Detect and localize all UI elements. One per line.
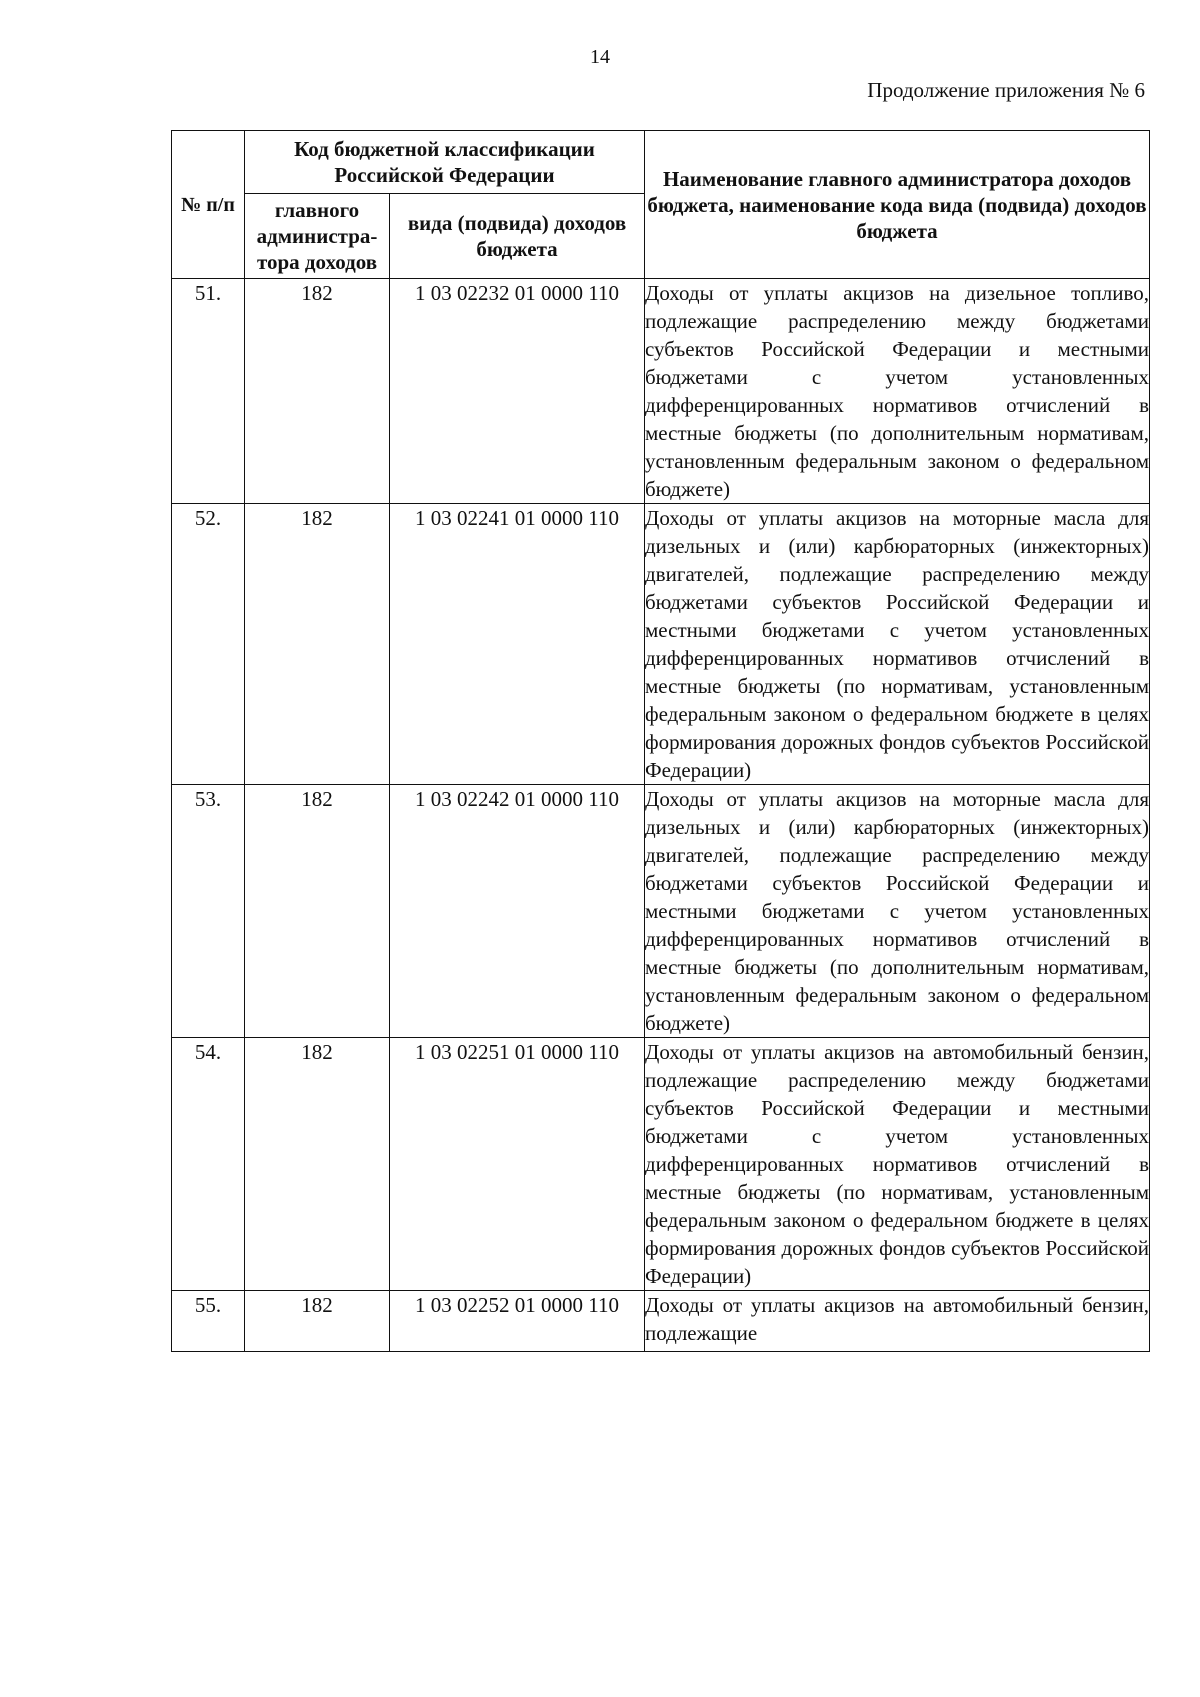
- revenue-name: Доходы от уплаты акцизов на моторные масла для дизельных и (или) карбюраторных (инжекторных) двигателей, подлежащие распределению между бюджетами субъектов Российской Федерации и местными бюджетами с учетом установленных дифференцированных нормативов отчислений в местные бюджеты (по нормативам, установленным федеральным законом о федеральном бюджете в целях формирования дорожных фондов субъектов Российской Федерации): [645, 504, 1150, 785]
- table-row: [172, 1038, 1150, 1291]
- revenue-name: Доходы от уплаты акцизов на автомобильный бензин, подлежащие: [645, 1293, 1149, 1345]
- table-header-row-1: [172, 131, 1150, 194]
- admin-code: 182: [245, 504, 390, 785]
- revenue-name: Доходы от уплаты акцизов на моторные масла для дизельных и (или) карбюраторных (инжекторных) двигателей, подлежащие распределению между бюджетами субъектов Российской Федерации и местными бюджетами с учетом установленных дифференцированных нормативов отчислений в местные бюджеты (по дополнительным нормативам, установленным федеральным законом о федеральном бюджете): [645, 785, 1150, 1038]
- table-row: [172, 785, 1150, 1038]
- table-row: [172, 504, 1150, 785]
- table-row: [172, 1291, 1150, 1352]
- row-number: 53.: [172, 785, 245, 1038]
- revenue-code: 1 03 02252 01 0000 110: [390, 1291, 645, 1352]
- row-number: 54.: [172, 1038, 245, 1291]
- page-number: 14: [590, 46, 610, 68]
- revenue-code: 1 03 02242 01 0000 110: [390, 785, 645, 1038]
- header-admin-code: главного администра-тора доходов: [245, 194, 390, 279]
- admin-code: 182: [245, 785, 390, 1038]
- admin-code: 182: [245, 279, 390, 504]
- budget-classification-table: [171, 130, 1150, 1352]
- row-number: 51.: [172, 279, 245, 504]
- admin-code: 182: [245, 1038, 390, 1291]
- appendix-continuation-note: Продолжение приложения № 6: [867, 78, 1145, 102]
- revenue-code: 1 03 02251 01 0000 110: [390, 1038, 645, 1291]
- table-row: [172, 279, 1150, 504]
- row-number: 52.: [172, 504, 245, 785]
- revenue-code: 1 03 02241 01 0000 110: [390, 504, 645, 785]
- header-revenue-code: вида (подвида) доходов бюджета: [390, 194, 645, 279]
- revenue-name: Доходы от уплаты акцизов на автомобильный бензин, подлежащие распределению между бюджетами субъектов Российской Федерации и местными бюджетами с учетом установленных дифференцированных нормативов отчислений в местные бюджеты (по нормативам, установленным федеральным законом о федеральном бюджете в целях формирования дорожных фондов субъектов Российской Федерации): [645, 1038, 1150, 1291]
- revenue-name: Доходы от уплаты акцизов на дизельное топливо, подлежащие распределению между бюджетами субъектов Российской Федерации и местными бюджетами с учетом установленных дифференцированных нормативов отчислений в местные бюджеты (по дополнительным нормативам, установленным федеральным законом о федеральном бюджете): [645, 279, 1150, 504]
- header-classification-group: Код бюджетной классификации Российской Федерации: [245, 131, 645, 194]
- admin-code: 182: [245, 1291, 390, 1352]
- row-number: 55.: [172, 1291, 245, 1352]
- revenue-name-cell: [645, 1291, 1150, 1352]
- header-row-number: № п/п: [172, 131, 245, 279]
- header-name: Наименование главного администратора доходов бюджета, наименование кода вида (подвида) доходов бюджета: [645, 131, 1150, 279]
- revenue-code: 1 03 02232 01 0000 110: [390, 279, 645, 504]
